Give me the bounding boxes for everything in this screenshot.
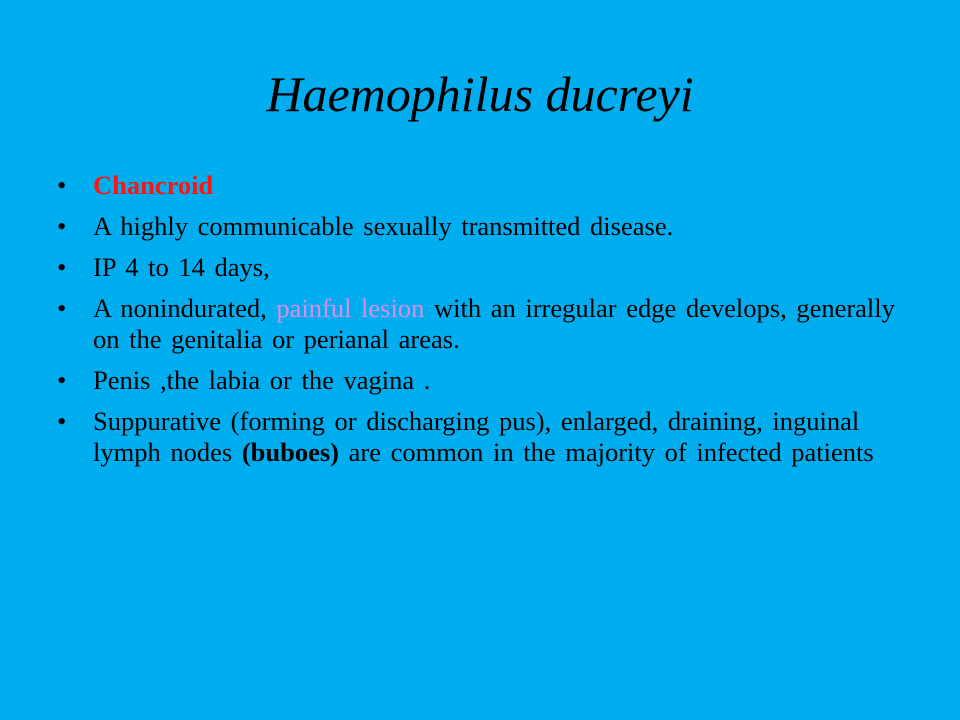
bullet-item-chancroid	[57, 170, 923, 201]
bullet-item	[57, 406, 923, 468]
bullet-dot-icon: •	[57, 170, 67, 200]
painful-lesion-highlight: painful lesion	[276, 293, 425, 323]
bullet-dot-icon: •	[57, 365, 67, 395]
chancroid-heading: Chancroid	[93, 170, 214, 200]
bullet-dot-icon: •	[57, 252, 67, 282]
buboes-emphasis: (buboes)	[241, 437, 340, 467]
bullet-dot-icon: •	[57, 406, 67, 436]
bullet-item	[57, 211, 923, 242]
bullet-dot-icon: •	[57, 293, 67, 323]
bullet-dot-icon: •	[57, 211, 67, 241]
bullet-list	[57, 170, 923, 478]
bullet-text-part: Suppurative (forming or discharging pus), enlarged, draining, inguinal lymph nodes	[93, 406, 860, 467]
bullet-text-part: with an irregular edge develops, generally on the genitalia or perianal areas.	[93, 293, 895, 354]
bullet-text: Penis ,the labia or the vagina .	[93, 365, 431, 395]
bullet-text: IP 4 to 14 days,	[93, 252, 270, 282]
bullet-text-part: are common in the majority of infected patients	[339, 437, 874, 467]
bullet-item	[57, 252, 923, 283]
bullet-text: A highly communicable sexually transmitted disease.	[93, 211, 674, 241]
bullet-item	[57, 293, 923, 355]
bullet-item	[57, 365, 923, 396]
slide-title: Haemophilus ducreyi	[266, 66, 694, 122]
bullet-text-part: A nonindurated,	[93, 293, 277, 323]
